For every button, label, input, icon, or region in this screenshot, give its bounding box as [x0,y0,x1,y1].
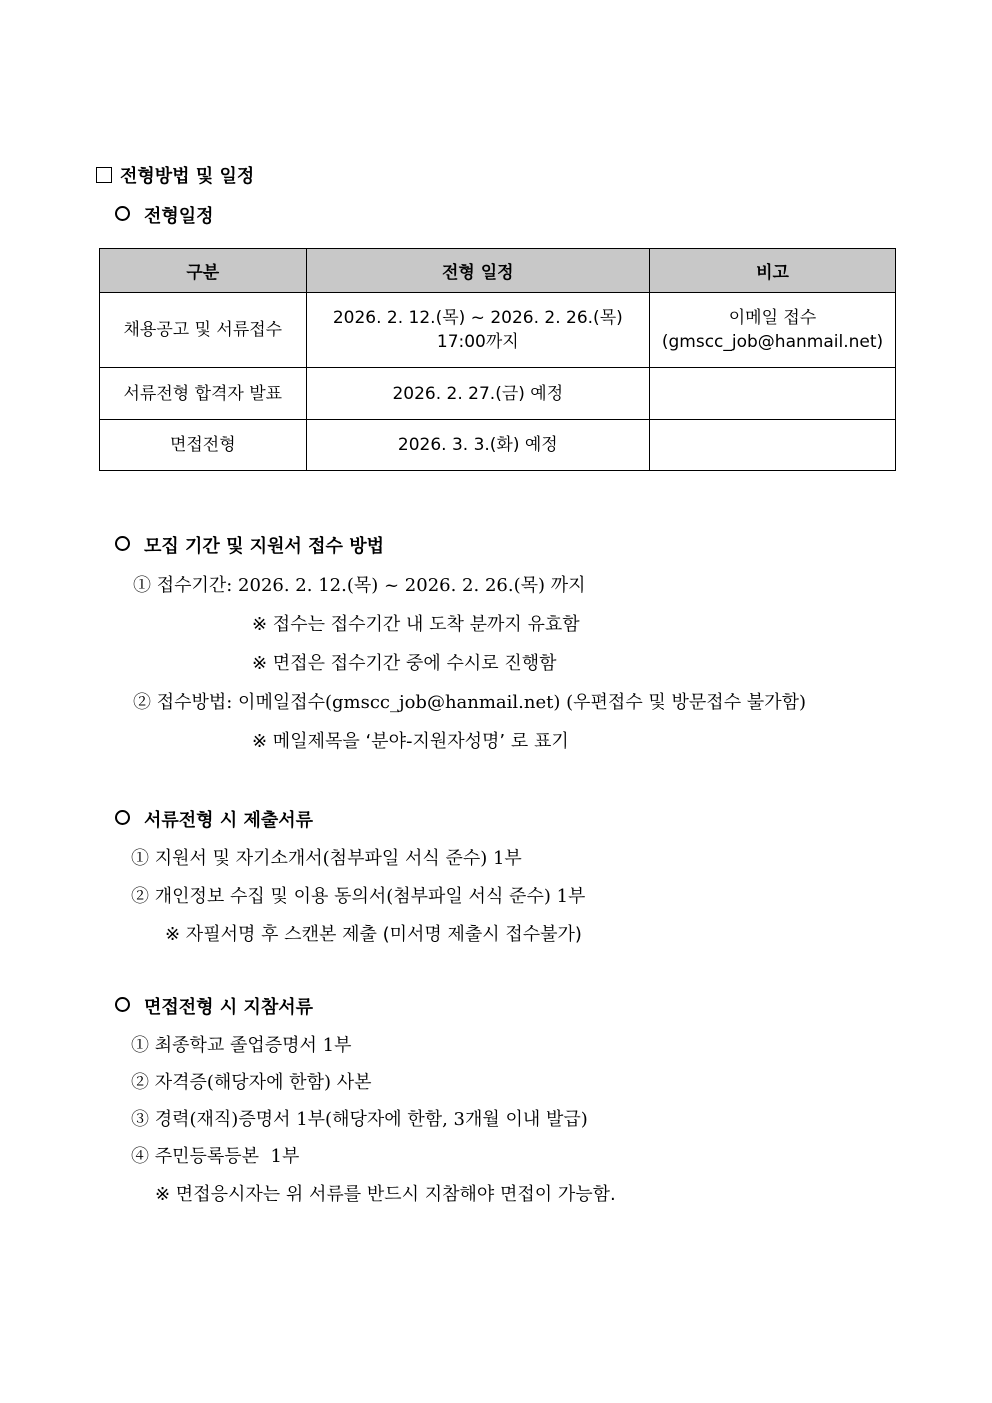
schedule-heading: 전형일정 [115,202,214,228]
circle-bullet-icon [115,810,130,825]
category-cell: 서류전형 합격자 발표 [100,368,307,420]
interview-note: ※ 면접응시자는 위 서류를 반드시 지참해야 면접이 가능함. [155,1184,616,1205]
date-cell: 2026. 3. 3.(화) 예정 [306,420,649,471]
column-header: 전형 일정 [306,249,649,293]
table-row [100,293,896,368]
recruit-note: ※ 면접은 접수기간 중에 수시로 진행함 [252,653,557,674]
recruit-note: ※ 메일제목을 ‘분야-지원자성명’ 로 표기 [252,731,569,752]
interview-line: ③ 경력(재직)증명서 1부(해당자에 한함, 3개월 이내 발급) [131,1109,588,1130]
interview-line: ④ 주민등록등본 1부 [131,1146,300,1167]
column-header: 구분 [100,249,307,293]
circle-bullet-icon [115,206,130,221]
note-cell [650,368,896,420]
column-header: 비고 [650,249,896,293]
docs-heading: 서류전형 시 제출서류 [115,806,313,832]
interview-heading: 면접전형 시 지참서류 [115,993,313,1019]
circle-bullet-icon [115,536,130,551]
recruit-heading: 모집 기간 및 지원서 접수 방법 [115,532,384,558]
docs-line: ② 개인정보 수집 및 이용 동의서(첨부파일 서식 준수) 1부 [131,886,586,907]
interview-line: ② 자격증(해당자에 한함) 사본 [131,1072,372,1093]
schedule-table [99,248,896,471]
docs-line: ① 지원서 및 자기소개서(첨부파일 서식 준수) 1부 [131,848,522,869]
recruit-note: ※ 접수는 접수기간 내 도착 분까지 유효함 [252,614,580,635]
recruit-line: ① 접수기간: 2026. 2. 12.(목) ~ 2026. 2. 26.(목) 까지 [133,575,586,596]
date-cell: 2026. 2. 27.(금) 예정 [306,368,649,420]
table-header-row [100,249,896,293]
checkbox-square-icon [96,167,112,183]
category-cell: 면접전형 [100,420,307,471]
section-title: 전형방법 및 일정 [96,162,254,188]
date-cell: 2026. 2. 12.(목) ~ 2026. 2. 26.(목) 17:00까지 [306,293,649,368]
docs-note: ※ 자필서명 후 스캔본 제출 (미서명 제출시 접수불가) [165,924,582,945]
recruit-line: ② 접수방법: 이메일접수(gmscc_job@hanmail.net) (우편접수 및 방문접수 불가함) [133,692,806,713]
table-row [100,420,896,471]
category-cell: 채용공고 및 서류접수 [100,293,307,368]
circle-bullet-icon [115,997,130,1012]
interview-line: ① 최종학교 졸업증명서 1부 [131,1035,352,1056]
table-row [100,368,896,420]
note-cell: 이메일 접수 (gmscc_job@hanmail.net) [650,293,896,368]
note-cell [650,420,896,471]
